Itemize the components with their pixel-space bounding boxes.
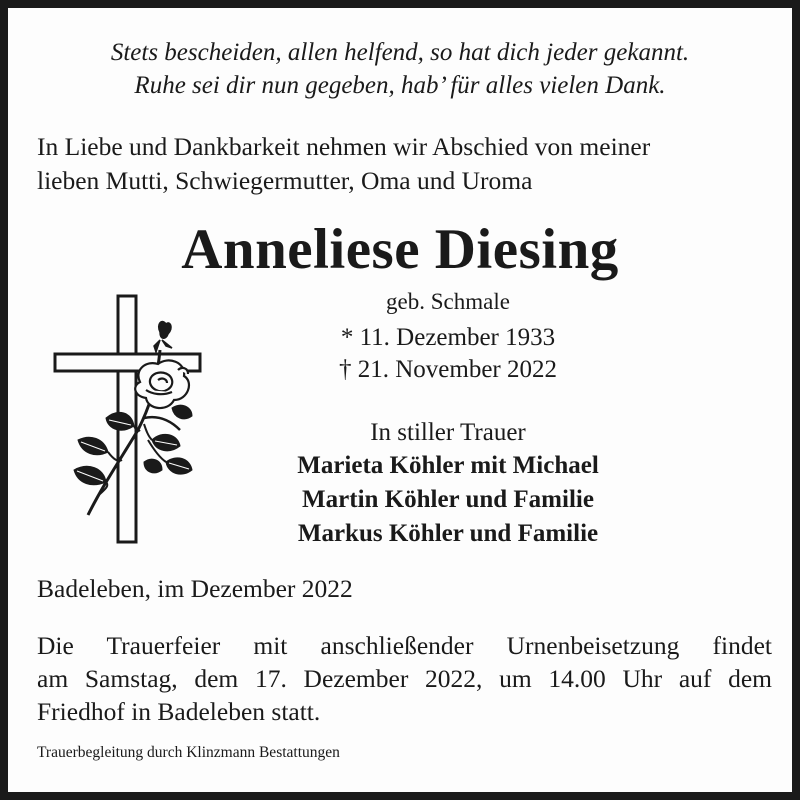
intro-line-1: In Liebe und Dankbarkeit nehmen wir Abschied von meiner	[37, 132, 651, 161]
motto-line-1: Stets bescheiden, allen helfend, so hat dich jeder gekannt.	[110, 39, 690, 66]
maiden-name: geb. Schmale	[386, 289, 510, 314]
ceremony-line-1: Die Trauerfeier mit anschließender Urnenbeisetzung findet	[37, 631, 772, 660]
mourner-name: Martin Köhler und Familie	[302, 486, 594, 513]
cross-with-rose-icon	[48, 290, 208, 550]
place-and-date: Badeleben, im Dezember 2022	[37, 574, 353, 603]
motto-line-2: Ruhe sei dir nun gegeben, hab’ für alles vielen Dank.	[134, 72, 666, 99]
birth-date: * 11. Dezember 1933	[340, 324, 556, 351]
mourner-name: Marieta Köhler mit Michael	[297, 452, 599, 479]
ceremony-line-3: Friedhof in Badeleben statt.	[37, 697, 321, 726]
mourning-heading: In stiller Trauer	[370, 419, 526, 446]
death-date: † 21. November 2022	[338, 356, 558, 383]
mourner-name: Markus Köhler und Familie	[297, 520, 599, 547]
deceased-name: Anneliese Diesing	[181, 218, 619, 281]
undertaker-credit: Trauerbegleitung durch Klinzmann Bestattungen	[37, 744, 340, 761]
intro-line-2: lieben Mutti, Schwiegermutter, Oma und Uroma	[37, 166, 533, 195]
ceremony-line-2: am Samstag, dem 17. Dezember 2022, um 14.00 Uhr auf dem	[37, 664, 772, 693]
